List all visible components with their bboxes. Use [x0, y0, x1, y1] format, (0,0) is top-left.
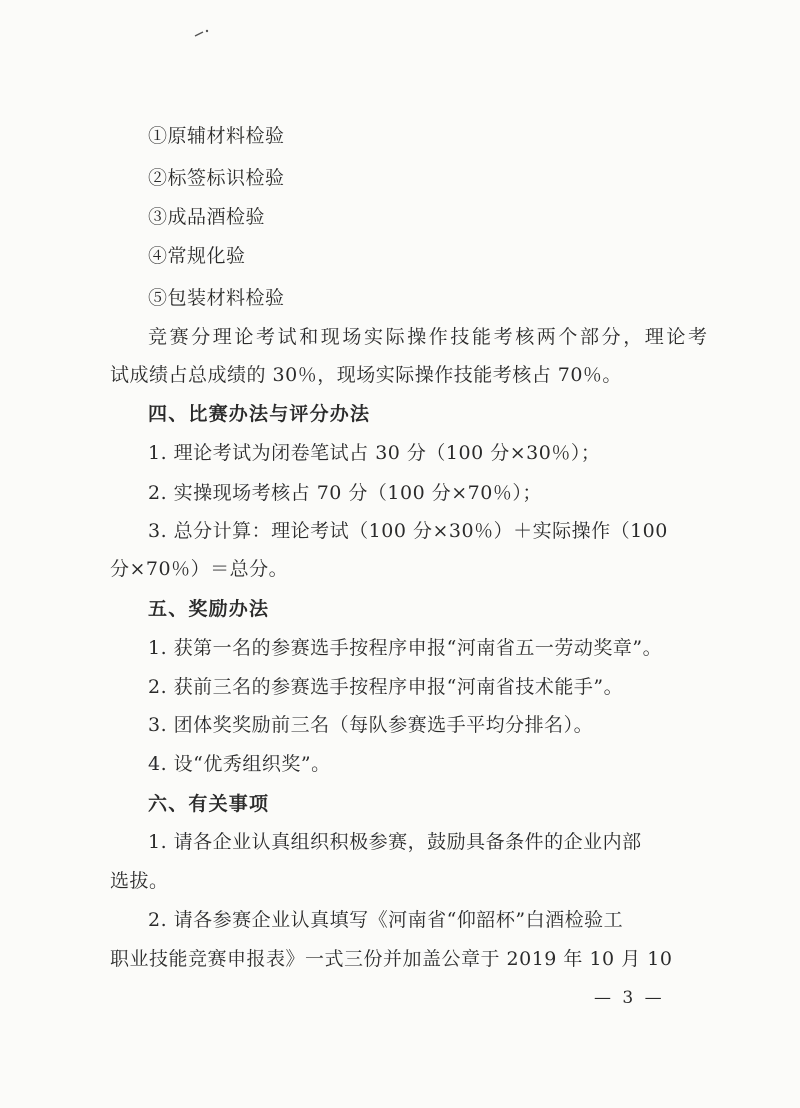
section6-item1-line1: 1. 请各企业认真组织积极参赛，鼓励具备条件的企业内部 — [148, 831, 642, 853]
section4-item2: 2. 实操现场考核占 70 分（100 分×70％）； — [148, 482, 542, 504]
scan-speck-mark — [193, 28, 211, 38]
section4-item3-line2: 分×70％）＝总分。 — [110, 558, 289, 580]
section5-item3: 3. 团体奖奖励前三名（每队参赛选手平均分排名）。 — [148, 714, 594, 736]
section4-item1: 1. 理论考试为闭卷笔试占 30 分（100 分×30％）； — [148, 442, 601, 464]
list-item-raw-materials: ①原辅材料检验 — [148, 125, 285, 147]
section6-item1-line2: 选拔。 — [110, 870, 169, 892]
page-number: — 3 — — [594, 988, 665, 1008]
list-item-routine-testing: ④常规化验 — [148, 245, 246, 267]
competition-paragraph-line1: 竞赛分理论考试和现场实际操作技能考核两个部分，理论考 — [148, 326, 710, 348]
competition-paragraph-line2: 试成绩占总成绩的 30％，现场实际操作技能考核占 70％。 — [110, 364, 622, 386]
section-heading-competition-method: 四、比赛办法与评分办法 — [148, 403, 371, 425]
section-heading-awards: 五、奖励办法 — [148, 598, 270, 620]
list-item-packaging-materials: ⑤包装材料检验 — [148, 287, 285, 309]
list-item-finished-liquor: ③成品酒检验 — [148, 206, 266, 228]
section5-item2: 2. 获前三名的参赛选手按程序申报“河南省技术能手”。 — [148, 676, 624, 698]
list-item-label-marking: ②标签标识检验 — [148, 167, 285, 189]
section6-item2-line2: 职业技能竞赛申报表》一式三份并加盖公章于 2019 年 10 月 10 — [110, 948, 673, 970]
section6-item2-line1: 2. 请各参赛企业认真填写《河南省“仰韶杯”白酒检验工 — [148, 909, 624, 931]
section-heading-related-matters: 六、有关事项 — [148, 793, 270, 815]
section5-item1: 1. 获第一名的参赛选手按程序申报“河南省五一劳动奖章”。 — [148, 637, 663, 659]
section5-item4: 4. 设“优秀组织奖”。 — [148, 753, 331, 775]
section4-item3-line1: 3. 总分计算：理论考试（100 分×30％）＋实际操作（100 — [148, 520, 668, 542]
